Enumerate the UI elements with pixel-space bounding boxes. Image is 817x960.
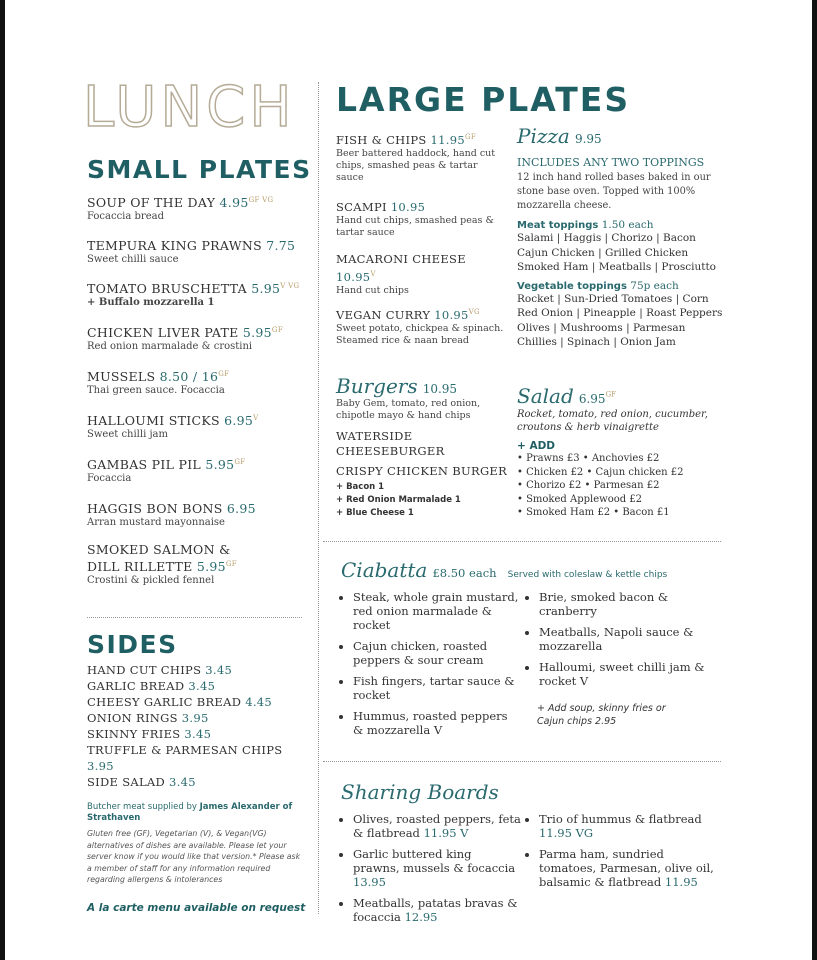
divider	[87, 617, 302, 618]
burger-item: WATERSIDE CHEESEBURGER	[336, 429, 445, 458]
alacarte-note: A la carte menu available on request	[87, 902, 306, 914]
ciabatta-item: • Halloumi, sweet chilli jam & rocket V	[539, 660, 717, 688]
burger-extra: + Blue Cheese 1	[336, 508, 414, 518]
burger-extra: + Bacon 1	[336, 482, 385, 492]
side-item: GARLIC BREAD 3.45	[87, 679, 216, 693]
ciabatta-heading: Ciabatta	[341, 558, 428, 582]
menu-item: TEMPURA KING PRAWNS 7.75 Sweet chilli sauce	[87, 238, 296, 266]
menu-item: HALLOUMI STICKS $6.95^V$ Sweet chilli jam	[87, 413, 259, 441]
burgers-heading: Burgers	[336, 374, 418, 398]
menu-item: MUSSELS $8.50 / 16^{GF}$ Thai green sauce. Focaccia	[87, 369, 230, 397]
column-divider	[318, 82, 319, 914]
side-item: TRUFFLE & PARMESAN CHIPS 3.95	[87, 743, 283, 773]
sides-list	[87, 662, 302, 790]
salad-heading: Salad	[517, 384, 574, 408]
small-plates-heading: SMALL PLATES	[87, 155, 312, 184]
menu-item: SOUP OF THE DAY $4.95^{GF VG}$ Focaccia bread	[87, 195, 274, 223]
divider	[323, 541, 721, 542]
sharing-heading: Sharing Boards	[341, 780, 499, 804]
sharing-item: • Parma ham, sundried tomatoes, Parmesan, olive oil, balsamic & flatbread 11.95	[539, 847, 717, 889]
menu-item: TOMATO BRUSCHETTA $5.95^{V VG}$ + Buffalo mozzarella 1	[87, 281, 300, 309]
ciabatta-item: • Meatballs, Napoli sauce & mozzarella	[539, 625, 717, 653]
ciabatta-item: • Hummus, roasted peppers & mozzarella V	[353, 709, 521, 737]
menu-item: GAMBAS PIL PIL $5.95^{GF}$ Focaccia	[87, 457, 246, 485]
large-plates-heading: LARGE PLATES	[336, 80, 631, 119]
sharing-item: • Trio of hummus & flatbread 11.95 VG	[539, 812, 717, 840]
side-item: CHEESY GARLIC BREAD 4.45	[87, 695, 273, 709]
butcher-note: Butcher meat supplied by James Alexander of Strathaven	[87, 802, 293, 823]
sharing-left-list	[341, 812, 521, 931]
sharing-item: • Olives, roasted peppers, feta & flatbread 11.95 V	[353, 812, 521, 840]
menu-item: SCAMPI 10.95 Hand cut chips, smashed peas & tartar sauce	[336, 199, 494, 238]
salad-section: Salad $6.95^{GF}$ Rocket, tomato, red onion, cucumber, croutons & herb vinaigrette + ADD • Prawns £3 • Anchovies £2 • Chicken £2 • Cajun chicken £2 • Chorizo £2 • Parmesan £2 • Smoked Applewood £2 • Smoked Ham £2 • Bacon £1	[517, 384, 708, 518]
menu-item: CHICKEN LIVER PATE $5.95^{GF}$ Red onion marmalade & crostini	[87, 325, 283, 353]
lunch-title: LUNCH	[83, 75, 296, 140]
menu-item: HAGGIS BON BONS 6.95 Arran mustard mayonnaise	[87, 501, 256, 529]
sides-heading: SIDES	[87, 630, 178, 659]
side-item: SIDE SALAD 3.45	[87, 775, 196, 789]
ciabatta-item: • Steak, whole grain mustard, red onion marmalade & rocket	[353, 590, 521, 632]
menu-item: SMOKED SALMON & DILL RILLETTE $5.95^{GF}$ Crostini & pickled fennel	[87, 542, 237, 587]
large-plates-list	[336, 130, 508, 347]
ciabatta-item: • Fish fingers, tartar sauce & rocket	[353, 674, 521, 702]
burger-item: CRISPY CHICKEN BURGER	[336, 464, 508, 478]
side-item: ONION RINGS 3.95	[87, 711, 209, 725]
sharing-item: • Garlic buttered king prawns, mussels & focaccia 13.95	[353, 847, 521, 889]
ciabatta-right-list	[527, 590, 717, 728]
menu-page	[5, 0, 812, 960]
burger-extra: + Red Onion Marmalade 1	[336, 495, 461, 505]
ciabatta-header: Ciabatta £8.50 each Served with coleslaw & kettle chips	[341, 558, 668, 582]
ciabatta-item: • Brie, smoked bacon & cranberry	[539, 590, 717, 618]
side-item: SKINNY FRIES 3.45	[87, 727, 212, 741]
small-plates-list	[87, 193, 302, 587]
sharing-item: • Meatballs, patatas bravas & focaccia 12.95	[353, 896, 521, 924]
allergen-note: Gluten free (GF), Vegetarian (V), & Vegan(VG) alternatives of dishes are available. Please let your server know if you would like that version.* Please ask a member of staff for any information required regarding allergens & intolerances	[87, 829, 301, 884]
sharing-right-list	[527, 812, 717, 896]
menu-item: MACARONI CHEESE $10.95^V$ Hand cut chips	[336, 252, 466, 296]
burgers-section: Burgers 10.95 Baby Gem, tomato, red onion, chipotle mayo & hand chips WATERSIDE CHEESEBURGER CRISPY CHICKEN BURGER + Bacon 1 + Red Onion Marmalade 1 + Blue Cheese 1	[336, 374, 511, 520]
ciabatta-addon: + Add soup, skinny fries or Cajun chips 2.95	[537, 703, 666, 727]
pizza-heading: Pizza	[517, 124, 570, 148]
divider	[323, 761, 721, 762]
pizza-section: Pizza 9.95 INCLUDES ANY TWO TOPPINGS 12 inch hand rolled bases baked in our stone base oven. Topped with 100% mozzarella cheese. Meat toppings 1.50 each Salami | Haggis | Chorizo | Bacon Cajun Chicken | Grilled Chicken Smoked Ham | Meatballs | Prosciutto Vegetable toppings 75p each Rocket | Sun-Dried Tomatoes | Corn Red Onion | Pineapple | Roast Peppers Olives | Mushrooms | Parmesan Chillies | Spinach | Onion Jam	[517, 124, 723, 348]
ciabatta-item: • Cajun chicken, roasted peppers & sour cream	[353, 639, 521, 667]
menu-item: VEGAN CURRY $10.95^{VG}$ Sweet potato, chickpea & spinach. Steamed rice & naan bread	[336, 307, 504, 346]
ciabatta-left-list	[341, 590, 521, 744]
side-item: HAND CUT CHIPS 3.45	[87, 663, 233, 677]
menu-item: FISH & CHIPS $11.95^{GF}$ Beer battered haddock, hand cut chips, smashed peas & tartar sauce	[336, 132, 496, 183]
